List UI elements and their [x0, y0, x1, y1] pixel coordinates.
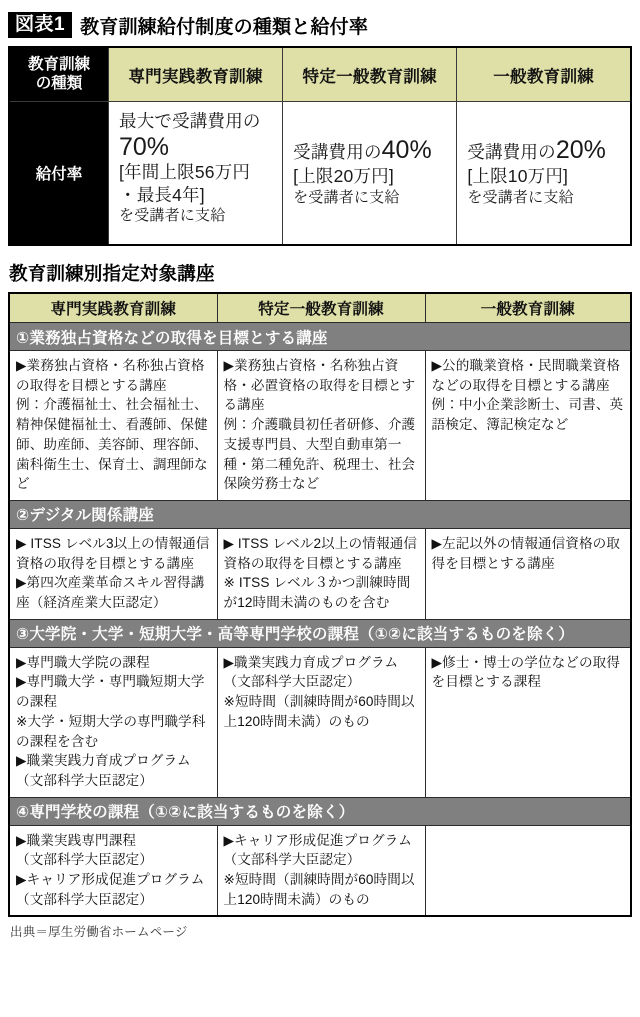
row-header-benefit-rate: 給付率	[9, 102, 109, 246]
cell-paragraph: 例：中小企業診断士、司書、英語検定、簿記検定など	[431, 397, 624, 433]
group-row-3	[9, 619, 631, 647]
cell-4-ippan	[425, 825, 631, 916]
group-row-4	[9, 797, 631, 825]
cell-paragraph: ▶職業実践力育成プログラム	[223, 654, 399, 670]
group-label-2: ②デジタル関係講座	[9, 500, 631, 528]
group-label-1: ①業務独占資格などの取得を目標とする講座	[9, 323, 631, 351]
cell-paragraph: ▶ ITSS レベル3以上の情報通信資格の取得を目標とする講座	[16, 535, 210, 571]
table-row	[9, 647, 631, 797]
page-title: 教育訓練給付制度の種類と給付率	[80, 16, 369, 38]
cell-paragraph: ▶キャリア形成促進プログラム	[16, 872, 205, 888]
cell-paragraph: ▶ ITSS レベル2以上の情報通信資格の取得を目標とする講座	[223, 535, 418, 571]
cell-3-ippan	[425, 647, 631, 797]
column-header-ippan: 一般教育訓練	[457, 47, 631, 102]
column-header-senmon: 専門実践教育訓練	[109, 47, 283, 102]
cell-paragraph: （文部科学大臣認定）	[16, 852, 153, 868]
column-header-senmon: 専門実践教育訓練	[9, 293, 217, 323]
cell-paragraph: ※ ITSS レベル３かつ訓練時間が12時間未満のものを含む	[223, 575, 411, 611]
cell-1-senmon	[9, 351, 217, 501]
corner-line-2: の種類	[35, 74, 83, 92]
cell-paragraph: 例：介護職員初任者研修、介護支援専門員、大型自動車第一種・第二種免許、税理士、社会保険労務士など	[223, 417, 416, 492]
ippan-prefix: 受講費用の	[467, 142, 556, 163]
corner-line-1: 教育訓練	[27, 55, 90, 73]
cell-3-tokutei	[217, 647, 425, 797]
senmon-line-3: [年間上限56万円	[119, 161, 251, 182]
tokutei-rate-value: 40%	[381, 136, 432, 165]
group-row-2	[9, 500, 631, 528]
senmon-line-5: を受講者に支給	[119, 207, 226, 225]
ippan-line-2: [上限10万円]	[467, 166, 569, 187]
designated-courses-table	[8, 292, 632, 917]
cell-4-tokutei	[217, 825, 425, 916]
column-header-tokutei: 特定一般教育訓練	[283, 47, 457, 102]
tokutei-line-2: [上限20万円]	[293, 166, 394, 187]
column-header-ippan: 一般教育訓練	[425, 293, 631, 323]
senmon-rate-value: 70%	[119, 132, 170, 161]
group-label-3: ③大学院・大学・短期大学・高等専門学校の課程（①②に該当するものを除く）	[9, 619, 631, 647]
cell-paragraph: ※短時間（訓練時間が60時間以上120時間未満）のもの	[223, 694, 415, 729]
cell-senmon-rate	[109, 102, 283, 246]
group-label-4: ④専門学校の課程（①②に該当するものを除く）	[9, 797, 631, 825]
cell-paragraph: ▶専門職大学院の課程	[16, 654, 150, 670]
cell-2-tokutei	[217, 528, 425, 619]
column-header-tokutei: 特定一般教育訓練	[217, 293, 425, 323]
figure-number-badge: 図表1	[8, 12, 72, 38]
table-header-row	[9, 293, 631, 323]
cell-paragraph: ▶専門職大学・専門職短期大学の課程	[16, 674, 205, 710]
section-heading-designated-courses: 教育訓練別指定対象講座	[9, 263, 215, 284]
ippan-rate-value: 20%	[555, 136, 606, 165]
cell-4-senmon	[9, 825, 217, 916]
cell-3-senmon	[9, 647, 217, 797]
source-note: 出典＝厚生労働省ホームページ	[10, 925, 188, 940]
ippan-line-1	[467, 136, 620, 165]
benefit-rate-table	[8, 46, 632, 246]
tokutei-line-1	[293, 136, 446, 165]
cell-paragraph: （文部科学大臣認定）	[223, 852, 361, 868]
cell-2-senmon	[9, 528, 217, 619]
group-row-1	[9, 323, 631, 351]
cell-paragraph: ▶業務独占資格・名称独占資格・必置資格の取得を目標とする講座	[223, 358, 416, 413]
figure-title-row	[8, 10, 632, 40]
cell-paragraph: ▶左記以外の情報通信資格の取得を目標とする講座	[431, 535, 621, 571]
tokutei-prefix: 受講費用の	[293, 142, 382, 163]
table-row	[9, 528, 631, 619]
table-row	[9, 825, 631, 916]
senmon-line-4: ・最長4年]	[119, 184, 205, 205]
cell-paragraph: ▶業務独占資格・名称独占資格の取得を目標とする講座	[16, 358, 205, 393]
cell-paragraph: ※短時間（訓練時間が60時間以上120時間未満）のもの	[223, 872, 415, 907]
cell-paragraph: ▶職業実践専門課程	[16, 832, 137, 848]
table-row	[9, 351, 631, 501]
cell-paragraph: ▶修士・博士の学位などの取得を目標とする課程	[431, 654, 621, 690]
cell-paragraph: （文部科学大臣認定）	[16, 891, 153, 907]
cell-1-tokutei	[217, 351, 425, 501]
cell-paragraph: ▶職業実践力育成プログラム（文部科学大臣認定）	[16, 753, 191, 788]
cell-paragraph: ▶第四次産業革命スキル習得講座（経済産業大臣認定）	[16, 575, 205, 611]
cell-paragraph: （文部科学大臣認定）	[223, 674, 361, 690]
table-row	[9, 102, 631, 246]
cell-tokutei-rate	[283, 102, 457, 246]
cell-paragraph: ※大学・短期大学の専門職学科の課程を含む	[16, 713, 206, 749]
cell-ippan-rate	[457, 102, 631, 246]
cell-paragraph: ▶キャリア形成促進プログラム	[223, 832, 412, 848]
senmon-line-1: 最大で受講費用の	[119, 111, 261, 131]
tokutei-line-3: を受講者に支給	[293, 188, 400, 206]
table-header-row	[9, 47, 631, 102]
cell-paragraph: 例：介護福祉士、社会福祉士、精神保健福祉士、看護師、保健師、助産師、美容師、理容師、歯科衛生士、保育士、調理師など	[16, 397, 208, 492]
cell-2-ippan	[425, 528, 631, 619]
cell-paragraph: ▶公的職業資格・民間職業資格などの取得を目標とする講座	[431, 358, 621, 393]
table1-corner-header	[9, 47, 109, 102]
cell-1-ippan	[425, 351, 631, 501]
ippan-line-3: を受講者に支給	[467, 188, 574, 206]
